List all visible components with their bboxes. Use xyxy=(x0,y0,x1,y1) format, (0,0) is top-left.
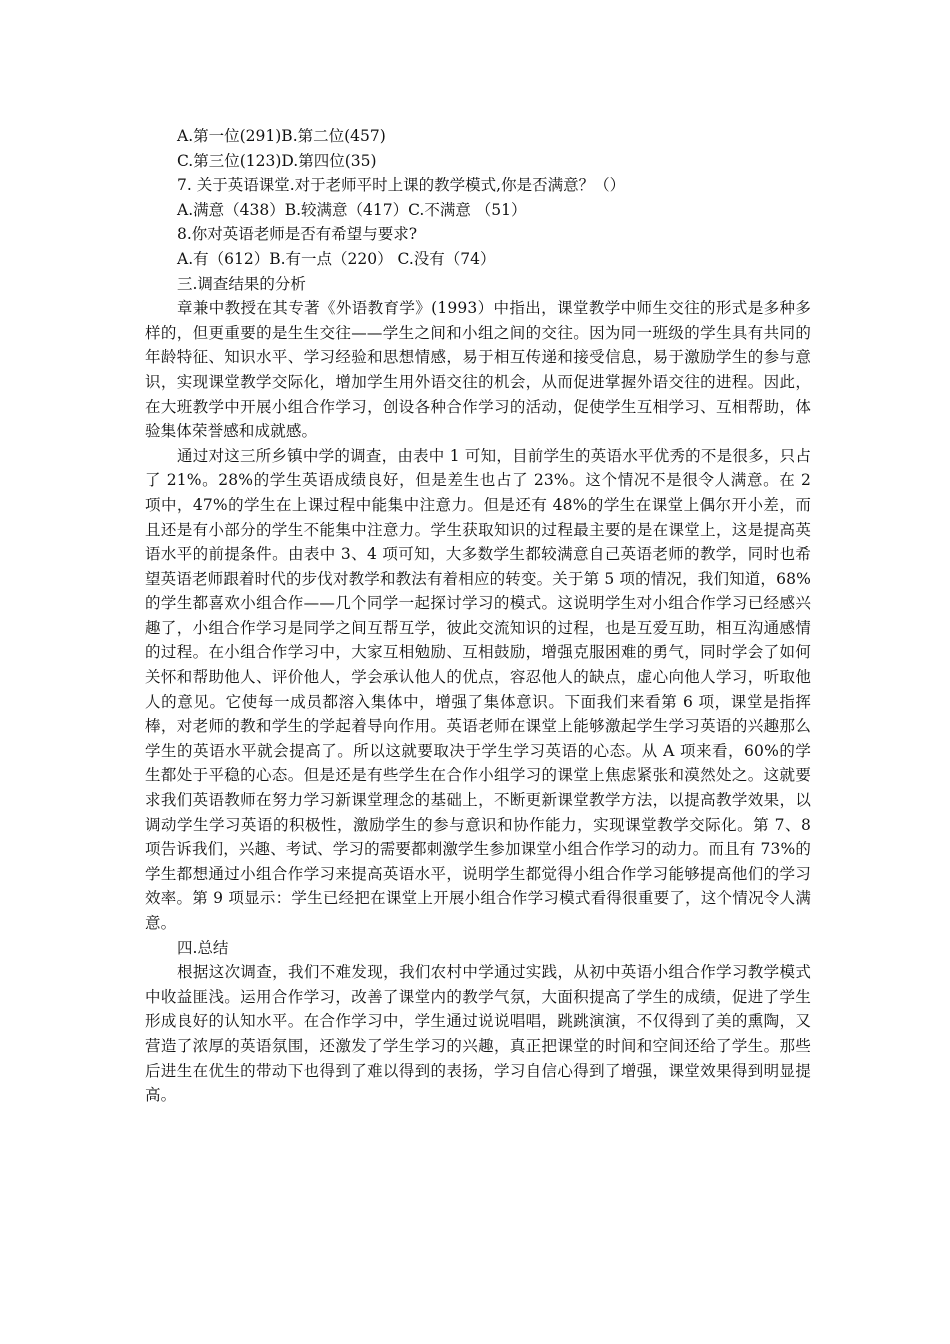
q7-options: A.满意（438）B.较满意（417）C.不满意 （51） xyxy=(177,200,527,219)
q6-options-line-1: A.第一位(291)B.第二位(457) xyxy=(177,127,386,145)
question-7: 7. 关于英语课堂.对于老师平时上课的教学模式,你是否满意？（） xyxy=(177,176,626,195)
document-page xyxy=(145,124,811,1108)
q8-options: A.有（612）B.有一点（220） C.没有（74） xyxy=(177,249,496,268)
section-heading-analysis: 三.调查结果的分析 xyxy=(177,274,306,293)
section-heading-summary: 四.总结 xyxy=(177,938,229,957)
question-8: 8.你对英语老师是否有希望与要求? xyxy=(177,225,418,244)
summary-paragraph: 根据这次调查，我们不难发现，我们农村中学通过实践，从初中英语小组合作学习教学模式中收益匪浅。运用合作学习，改善了课堂内的教学气氛，大面积提高了学生的成绩，促进了学生形成良好的认知水平。在合作学习中，学生通过说说唱唱，跳跳演演，不仅得到了美的熏陶，又营造了浓厚的英语氛围，还激发了学生学习的兴趣，真正把课堂的时间和空间还给了学生。那些后进生在优生的带动下也得到了难以得到的表扬，学习自信心得到了增强，课堂效果得到明显提高。 xyxy=(145,963,811,1105)
analysis-paragraph-1: 章兼中教授在其专著《外语教育学》(1993）中指出，课堂教学中师生交往的形式是多种多样的，但更重要的是生生交往——学生之间和小组之间的交往。因为同一班级的学生具有共同的年龄特征、知识水平、学习经验和思想情感，易于相互传递和接受信息，易于激励学生的参与意识，实现课堂教学交际化，增加学生用外语交往的机会，从而促进掌握外语交往的进程。因此，在大班教学中开展小组合作学习，创设各种合作学习的活动，促使学生互相学习、互相帮助，体验集体荣誉感和成就感。 xyxy=(145,299,811,441)
analysis-paragraph-2: 通过对这三所乡镇中学的调查，由表中 1 可知，目前学生的英语水平优秀的不是很多，只占了 21%。28%的学生英语成绩良好，但是差生也占了 23%。这个情况不是很令人满意。在 2 项中，47%的学生在上课过程中能集中注意力。但是还有 48%的学生在课堂上偶尔开小差，而且还是有小部分的学生不能集中注意力。学生获取知识的过程最主要的是在课堂上，这是提高英语水平的前提条件。由表中 3、4 项可知，大多数学生都较满意自己英语老师的教学，同时也希望英语老师跟着时代的步伐对教学和教法有着相应的转变。关于第 5 项的情况，我们知道，68%的学生都喜欢小组合作——几个同学一起探讨学习的模式。这说明学生对小组合作学习已经感兴趣了，小组合作学习是同学之间互帮互学，彼此交流知识的过程，也是互爱互助，相互沟通感情的过程。在小组合作学习中，大家互相勉励、互相鼓励，增强克服困难的勇气，同时学会了如何关怀和帮助他人、评价他人，学会承认他人的优点，容忍他人的缺点，虚心向他人学习，听取他人的意见。它使每一成员都溶入集体中，增强了集体意识。下面我们来看第 6 项，课堂是指挥棒，对老师的教和学生的学起着导向作用。英语老师在课堂上能够激起学生学习英语的兴趣那么学生的英语水平就会提高了。所以这就要取决于学生学习英语的心态。从 A 项来看，60%的学生都处于平稳的心态。但是还是有些学生在合作小组学习的课堂上焦虑紧张和漠然处之。这就要求我们英语教师在努力学习新课堂理念的基础上，不断更新课堂教学方法，以提高教学效果，以调动学生学习英语的积极性，激励学生的参与意识和协作能力，实现课堂教学交际化。第 7、8 项告诉我们，兴趣、考试、学习的需要都刺激学生参加课堂小组合作学习的动力。而且有 73%的学生都想通过小组合作学习来提高英语水平，说明学生都觉得小组合作学习能够提高他们的学习效率。第 9 项显示：学生已经把在课堂上开展小组合作学习模式看得很重要了，这个情况令人满意。 xyxy=(145,446,811,932)
q6-options-line-2: C.第三位(123)D.第四位(35) xyxy=(177,151,377,170)
